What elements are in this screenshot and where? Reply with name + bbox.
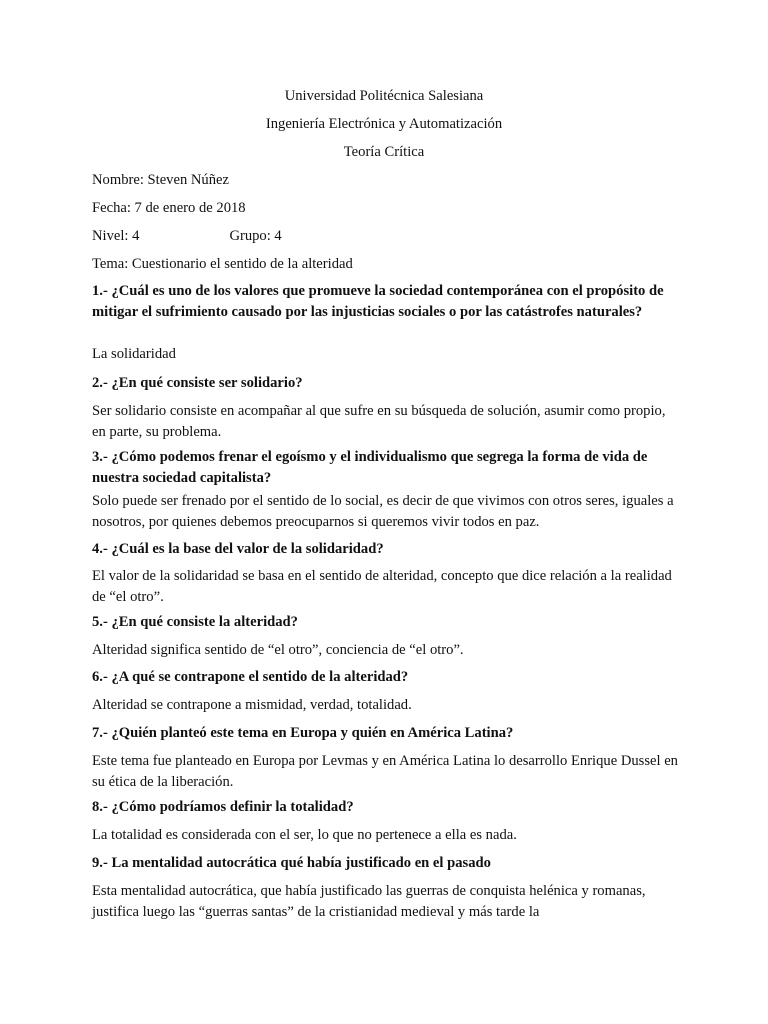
question-2: 2.- ¿En qué consiste ser solidario? [92, 375, 303, 391]
group-text: Grupo: 4 [229, 228, 282, 244]
answer-7: Este tema fue planteado en Europa por Levmas y en América Latina lo desarrollo Enrique Dussel en su ética de la liberación. [92, 753, 678, 790]
answer-5: Alteridad significa sentido de “el otro”, conciencia de “el otro”. [92, 642, 464, 658]
university-title: Universidad Politécnica Salesiana [284, 88, 484, 104]
answer-2: Ser solidario consiste en acompañar al que sufre en su búsqueda de solución, asumir como propio, en parte, su problema. [92, 403, 666, 440]
subject-title: Teoría Crítica [343, 144, 425, 160]
level-group-line [92, 226, 682, 247]
question-6: 6.- ¿A qué se contrapone el sentido de la alteridad? [92, 669, 409, 685]
answer-8: La totalidad es considerada con el ser, lo que no pertenece a ella es nada. [92, 827, 517, 843]
answer-1: La solidaridad [92, 346, 176, 362]
answer-3: Solo puede ser frenado por el sentido de lo social, es decir de que vivimos con otros seres, iguales a nosotros, por quienes debemos preocuparnos si queremos vivir todos en paz. [92, 493, 674, 530]
topic-line: Tema: Cuestionario el sentido de la alteridad [92, 256, 353, 272]
question-8: 8.- ¿Cómo podríamos definir la totalidad? [92, 799, 354, 815]
question-4: 4.- ¿Cuál es la base del valor de la solidaridad? [92, 541, 384, 557]
question-5: 5.- ¿En qué consiste la alteridad? [92, 614, 298, 630]
question-7: 7.- ¿Quién planteó este tema en Europa y quién en América Latina? [92, 725, 514, 741]
question-9: 9.- La mentalidad autocrática qué había justificado en el pasado [92, 855, 491, 871]
student-name: Nombre: Steven Núñez [92, 172, 229, 188]
career-title: Ingeniería Electrónica y Automatización [265, 116, 503, 132]
answer-4: El valor de la solidaridad se basa en el sentido de alteridad, concepto que dice relación a la realidad de “el otro”. [92, 568, 672, 605]
question-1: 1.- ¿Cuál es uno de los valores que promueve la sociedad contemporánea con el propósito de mitigar el sufrimiento causado por las injusticias sociales o por las catástrofes naturales? [92, 283, 664, 320]
answer-9: Esta mentalidad autocrática, que había justificado las guerras de conquista helénica y romanas, justifica luego las “guerras santas” de la cristianidad medieval y más tarde la [92, 883, 646, 920]
question-3: 3.- ¿Cómo podemos frenar el egoísmo y el individualismo que segrega la forma de vida de nuestra sociedad capitalista? [92, 449, 648, 486]
answer-6: Alteridad se contrapone a mismidad, verdad, totalidad. [92, 697, 412, 713]
date-line: Fecha: 7 de enero de 2018 [92, 200, 246, 216]
level-text: Nivel: 4 [92, 228, 140, 244]
